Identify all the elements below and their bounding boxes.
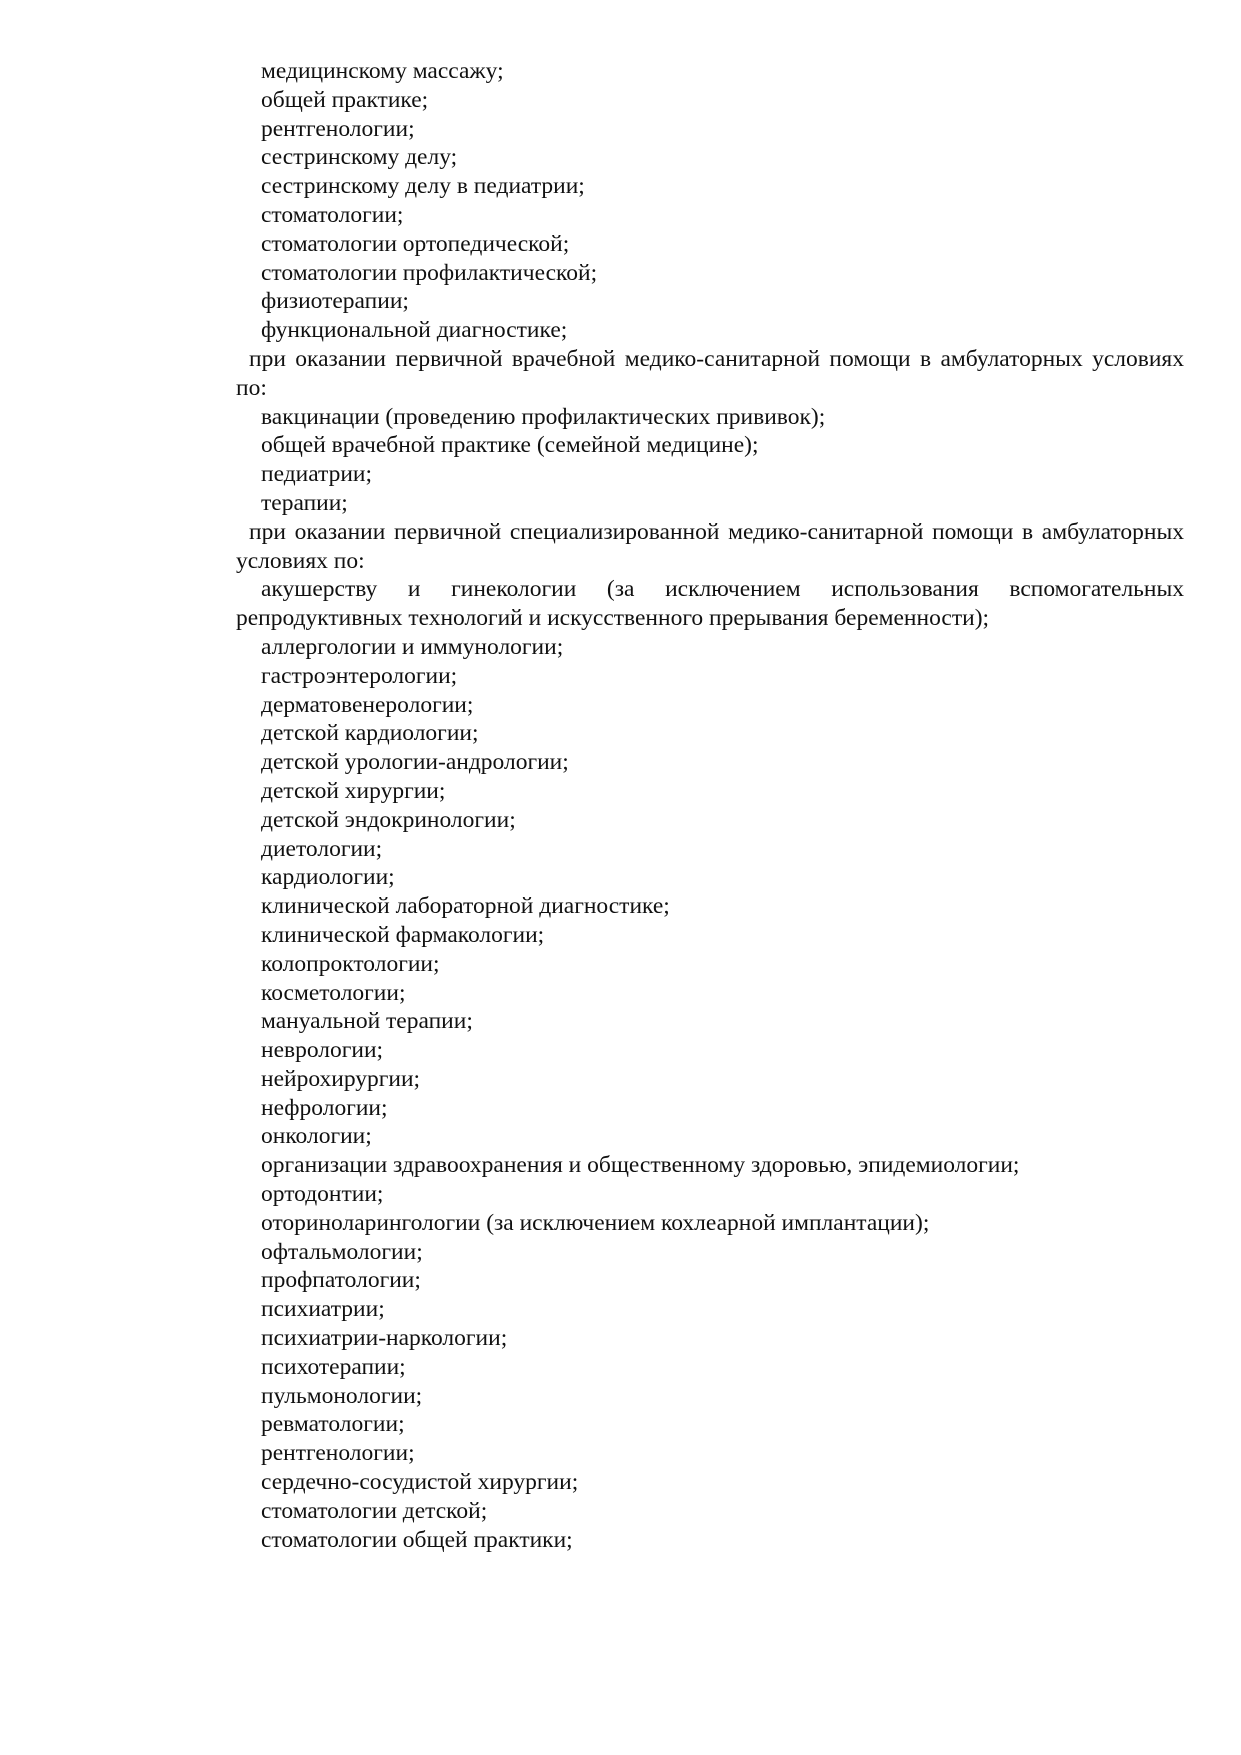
list-item: психиатрии; (261, 1296, 385, 1323)
list-item: сердечно-сосудистой хирургии; (261, 1469, 579, 1496)
list-item: неврологии; (261, 1037, 384, 1064)
list-item: стоматологии общей практики; (261, 1526, 573, 1553)
document-body (236, 57, 1184, 1554)
list-item: дерматовенерологии; (261, 691, 474, 718)
list-primary-care (236, 403, 1184, 518)
list-item: детской кардиологии; (261, 720, 479, 747)
list-item: косметологии; (261, 979, 406, 1006)
list-item: психотерапии; (261, 1353, 406, 1380)
list-item: функциональной диагностике; (261, 317, 568, 344)
list-item: пульмонологии; (261, 1382, 423, 1409)
list-item: детской хирургии; (261, 777, 446, 804)
list-item: диетологии; (261, 835, 383, 862)
list-item: офтальмологии; (261, 1238, 423, 1265)
list-item: общей врачебной практике (семейной медицине); (261, 432, 759, 459)
list-item: физиотерапии; (261, 288, 409, 315)
list-item: педиатрии; (261, 461, 373, 488)
list-item: колопроктологии; (261, 950, 440, 977)
list-item: рентгенологии; (261, 115, 415, 142)
list-item: ревматологии; (261, 1411, 405, 1438)
list-item: детской эндокринологии; (261, 806, 516, 833)
list-item: стоматологии ортопедической; (261, 230, 570, 257)
section-heading-primary-care: при оказании первичной врачебной медико-санитарной помощи в амбулаторных условиях по: (236, 345, 1184, 401)
list-item: медицинскому массажу; (261, 58, 504, 84)
list-item: кардиологии; (261, 864, 395, 891)
list-item: онкологии; (261, 1123, 372, 1150)
list-item: организации здравоохранения и общественному здоровью, эпидемиологии; (261, 1152, 1020, 1179)
list-item: общей практике; (261, 86, 429, 113)
section-heading-specialized-care: при оказании первичной специализированной медико-санитарной помощи в амбулаторных условиях по: (236, 518, 1184, 574)
list-item: рентгенологии; (261, 1440, 415, 1467)
list-item: клинической лабораторной диагностике; (261, 893, 670, 920)
list-item: аллергологии и иммунологии; (261, 633, 564, 660)
list-item: нейрохирургии; (261, 1065, 421, 1092)
list-specialized-care (236, 633, 1184, 1555)
list-item: терапии; (261, 489, 348, 516)
list-item: ортодонтии; (261, 1181, 384, 1208)
list-item: психиатрии-наркологии; (261, 1325, 508, 1352)
list-item: гастроэнтерологии; (261, 662, 458, 689)
list-item: детской урологии-андрологии; (261, 749, 569, 776)
list-item: сестринскому делу; (261, 144, 458, 171)
list-item: оториноларингологии (за исключением кохлеарной имплантации); (261, 1209, 930, 1236)
list-item: стоматологии профилактической; (261, 259, 598, 286)
list-item: вакцинации (проведению профилактических прививок); (261, 403, 826, 430)
list-item: клинической фармакологии; (261, 921, 545, 948)
list-top (236, 57, 1184, 345)
list-item: стоматологии; (261, 201, 404, 228)
list-item: стоматологии детской; (261, 1497, 488, 1524)
list-item: мануальной терапии; (261, 1008, 473, 1035)
list-item-obstetrics: акушерству и гинекологии (за исключением использования вспомогательных репродуктивных технологий и искусственного прерывания беременности); (236, 576, 1184, 632)
list-item: сестринскому делу в педиатрии; (261, 173, 585, 200)
list-item: нефрологии; (261, 1094, 388, 1121)
list-item: профпатологии; (261, 1267, 421, 1294)
